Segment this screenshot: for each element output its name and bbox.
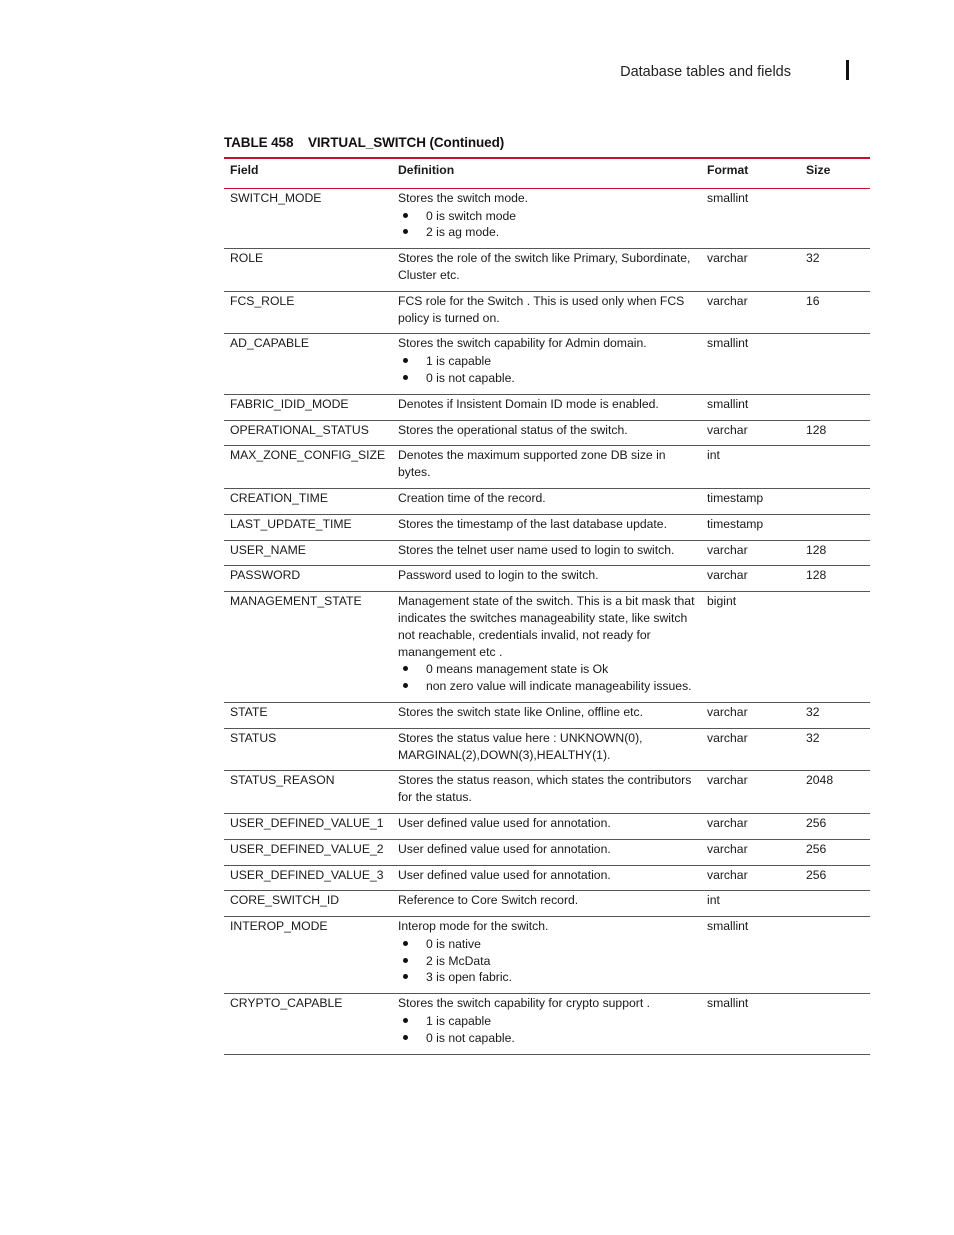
definition-text: Creation time of the record. bbox=[398, 490, 546, 505]
cell-field: STATE bbox=[230, 704, 268, 719]
definition-text: Stores the timestamp of the last database update. bbox=[398, 516, 667, 531]
definition-text: FCS role for the Switch . This is used only when FCS policy is turned on. bbox=[398, 293, 685, 325]
cell-size bbox=[800, 488, 870, 514]
cell-definition bbox=[392, 334, 701, 394]
cell-field: STATUS_REASON bbox=[230, 773, 335, 788]
table-row bbox=[224, 865, 870, 891]
table-row bbox=[224, 488, 870, 514]
cell-definition bbox=[392, 291, 701, 334]
table-caption bbox=[224, 135, 504, 150]
table-caption-title: VIRTUAL_SWITCH (Continued) bbox=[308, 135, 505, 150]
cell-size: 32 bbox=[806, 704, 820, 719]
cell-definition bbox=[392, 488, 701, 514]
cell-format: varchar bbox=[707, 773, 748, 788]
definition-text: Reference to Core Switch record. bbox=[398, 893, 579, 908]
table-body bbox=[224, 188, 870, 1054]
definition-bullet-item: 2 is ag mode. bbox=[398, 224, 695, 241]
definition-text: Stores the switch mode. bbox=[398, 190, 529, 205]
cell-field: CRYPTO_CAPABLE bbox=[230, 996, 343, 1011]
cell-size: 16 bbox=[806, 293, 820, 308]
cell-field: AD_CAPABLE bbox=[230, 336, 310, 351]
cell-format: timestamp bbox=[707, 516, 764, 531]
table-row bbox=[224, 566, 870, 592]
cell-definition bbox=[392, 188, 701, 248]
definition-text: Management state of the switch. This is a bit mask that indicates the switches manageability state, like switch not reachable, credentials invalid, not ready for manangement etc . bbox=[398, 594, 695, 659]
cell-format: smallint bbox=[707, 336, 749, 351]
table-row bbox=[224, 540, 870, 566]
definition-text: User defined value used for annotation. bbox=[398, 815, 611, 830]
definition-text: Denotes the maximum supported zone DB size in bytes. bbox=[398, 448, 666, 480]
definition-bullet-item: 1 is capable bbox=[398, 1013, 695, 1030]
cell-field: MAX_ZONE_CONFIG_SIZE bbox=[230, 448, 386, 463]
cell-definition bbox=[392, 994, 701, 1054]
cell-definition bbox=[392, 540, 701, 566]
definition-text: Stores the status value here : UNKNOWN(0), MARGINAL(2),DOWN(3),HEALTHY(1). bbox=[398, 730, 643, 762]
cell-size bbox=[800, 446, 870, 489]
table-row bbox=[224, 813, 870, 839]
cell-format: varchar bbox=[707, 867, 748, 882]
table-row bbox=[224, 771, 870, 814]
cell-size bbox=[800, 334, 870, 394]
cell-field: ROLE bbox=[230, 251, 264, 266]
cell-field: CREATION_TIME bbox=[230, 490, 328, 505]
cell-field: USER_DEFINED_VALUE_1 bbox=[230, 815, 384, 830]
definition-bullet-item: 0 is switch mode bbox=[398, 208, 695, 225]
cell-format: smallint bbox=[707, 396, 749, 411]
cell-format: varchar bbox=[707, 293, 748, 308]
definition-bullet-item: 0 is native bbox=[398, 936, 695, 953]
cell-definition bbox=[392, 566, 701, 592]
cell-size bbox=[800, 514, 870, 540]
cell-size bbox=[800, 917, 870, 994]
definition-bullet-list bbox=[398, 208, 695, 242]
cell-format: varchar bbox=[707, 815, 748, 830]
cell-definition bbox=[392, 514, 701, 540]
definition-text: Denotes if Insistent Domain ID mode is enabled. bbox=[398, 396, 659, 411]
definition-bullet-item: 0 is not capable. bbox=[398, 370, 695, 387]
cell-size bbox=[800, 891, 870, 917]
table-row bbox=[224, 917, 870, 994]
cell-field: USER_DEFINED_VALUE_2 bbox=[230, 841, 384, 856]
cell-field: FABRIC_IDID_MODE bbox=[230, 396, 349, 411]
cell-definition bbox=[392, 839, 701, 865]
cell-definition bbox=[392, 813, 701, 839]
definition-text: Stores the switch capability for Admin domain. bbox=[398, 336, 647, 351]
cell-field: CORE_SWITCH_ID bbox=[230, 893, 340, 908]
table-row bbox=[224, 702, 870, 728]
table-row bbox=[224, 334, 870, 394]
table-row bbox=[224, 291, 870, 334]
cell-size: 128 bbox=[806, 542, 827, 557]
definition-text: Stores the status reason, which states the contributors for the status. bbox=[398, 773, 692, 805]
cell-definition bbox=[392, 446, 701, 489]
cell-size: 128 bbox=[806, 422, 827, 437]
cell-definition bbox=[392, 728, 701, 771]
cell-definition bbox=[392, 865, 701, 891]
cell-size: 256 bbox=[806, 841, 827, 856]
cell-definition bbox=[392, 702, 701, 728]
definition-bullet-item: 0 is not capable. bbox=[398, 1030, 695, 1047]
cell-format: smallint bbox=[707, 996, 749, 1011]
definition-bullet-item: 1 is capable bbox=[398, 353, 695, 370]
cell-size: 128 bbox=[806, 568, 827, 583]
cell-size: 2048 bbox=[806, 773, 834, 788]
definition-text: Stores the switch state like Online, offline etc. bbox=[398, 704, 643, 719]
running-header-title: Database tables and fields bbox=[620, 64, 791, 80]
definition-bullet-item: 0 means management state is Ok bbox=[398, 661, 695, 678]
cell-field: USER_NAME bbox=[230, 542, 306, 557]
definition-text: Interop mode for the switch. bbox=[398, 919, 549, 934]
definition-bullet-item: 2 is McData bbox=[398, 953, 695, 970]
column-header-definition: Definition bbox=[398, 163, 455, 177]
definition-bullet-list bbox=[398, 661, 695, 695]
definition-bullet-item: 3 is open fabric. bbox=[398, 969, 695, 986]
cell-field: MANAGEMENT_STATE bbox=[230, 594, 362, 609]
table-row bbox=[224, 994, 870, 1054]
definition-text: Stores the telnet user name used to login to switch. bbox=[398, 542, 675, 557]
table-row bbox=[224, 728, 870, 771]
cell-size: 32 bbox=[806, 730, 820, 745]
cell-format: int bbox=[707, 448, 720, 463]
virtual-switch-table bbox=[224, 157, 870, 1055]
cell-format: varchar bbox=[707, 730, 748, 745]
cell-size bbox=[800, 592, 870, 703]
cell-field: LAST_UPDATE_TIME bbox=[230, 516, 352, 531]
table-row bbox=[224, 249, 870, 292]
table-caption-number: TABLE 458 bbox=[224, 135, 294, 150]
definition-text: User defined value used for annotation. bbox=[398, 841, 611, 856]
cell-field: INTEROP_MODE bbox=[230, 919, 328, 934]
table-row bbox=[224, 394, 870, 420]
cell-size: 256 bbox=[806, 815, 827, 830]
definition-text: Password used to login to the switch. bbox=[398, 568, 599, 583]
cell-format: smallint bbox=[707, 190, 749, 205]
cell-format: varchar bbox=[707, 542, 748, 557]
cell-format: timestamp bbox=[707, 490, 764, 505]
table-row bbox=[224, 592, 870, 703]
definition-bullet-list bbox=[398, 936, 695, 986]
table-row bbox=[224, 891, 870, 917]
cell-format: varchar bbox=[707, 704, 748, 719]
cell-format: bigint bbox=[707, 594, 737, 609]
table-header bbox=[224, 158, 870, 188]
cell-definition bbox=[392, 249, 701, 292]
cell-format: smallint bbox=[707, 919, 749, 934]
header-margin-bar bbox=[846, 60, 849, 80]
definition-text: Stores the role of the switch like Primary, Subordinate, Cluster etc. bbox=[398, 251, 691, 282]
cell-format: varchar bbox=[707, 251, 748, 266]
cell-format: varchar bbox=[707, 568, 748, 583]
cell-size: 256 bbox=[806, 867, 827, 882]
cell-definition bbox=[392, 420, 701, 446]
cell-definition bbox=[392, 771, 701, 814]
cell-format: int bbox=[707, 893, 720, 908]
table-row bbox=[224, 420, 870, 446]
column-header-size: Size bbox=[806, 163, 831, 177]
definition-bullet-item: non zero value will indicate manageability issues. bbox=[398, 678, 695, 695]
cell-field: STATUS bbox=[230, 730, 277, 745]
cell-size bbox=[800, 994, 870, 1054]
definition-text: Stores the switch capability for crypto support . bbox=[398, 996, 650, 1011]
definition-bullet-list bbox=[398, 353, 695, 387]
table-row bbox=[224, 514, 870, 540]
cell-field: SWITCH_MODE bbox=[230, 190, 322, 205]
column-header-format: Format bbox=[707, 163, 749, 177]
data-table bbox=[224, 157, 870, 1055]
table-row bbox=[224, 446, 870, 489]
cell-size: 32 bbox=[806, 251, 820, 266]
cell-format: varchar bbox=[707, 841, 748, 856]
cell-field: USER_DEFINED_VALUE_3 bbox=[230, 867, 384, 882]
cell-size bbox=[800, 394, 870, 420]
cell-definition bbox=[392, 891, 701, 917]
column-header-field: Field bbox=[230, 163, 259, 177]
cell-definition bbox=[392, 394, 701, 420]
cell-definition bbox=[392, 592, 701, 703]
cell-field: PASSWORD bbox=[230, 568, 301, 583]
cell-size bbox=[800, 188, 870, 248]
cell-definition bbox=[392, 917, 701, 994]
definition-bullet-list bbox=[398, 1013, 695, 1047]
definition-text: User defined value used for annotation. bbox=[398, 867, 611, 882]
definition-text: Stores the operational status of the switch. bbox=[398, 422, 628, 437]
table-row bbox=[224, 188, 870, 248]
cell-field: FCS_ROLE bbox=[230, 293, 295, 308]
cell-field: OPERATIONAL_STATUS bbox=[230, 422, 369, 437]
table-row bbox=[224, 839, 870, 865]
cell-format: varchar bbox=[707, 422, 748, 437]
table-header-row bbox=[224, 158, 870, 188]
